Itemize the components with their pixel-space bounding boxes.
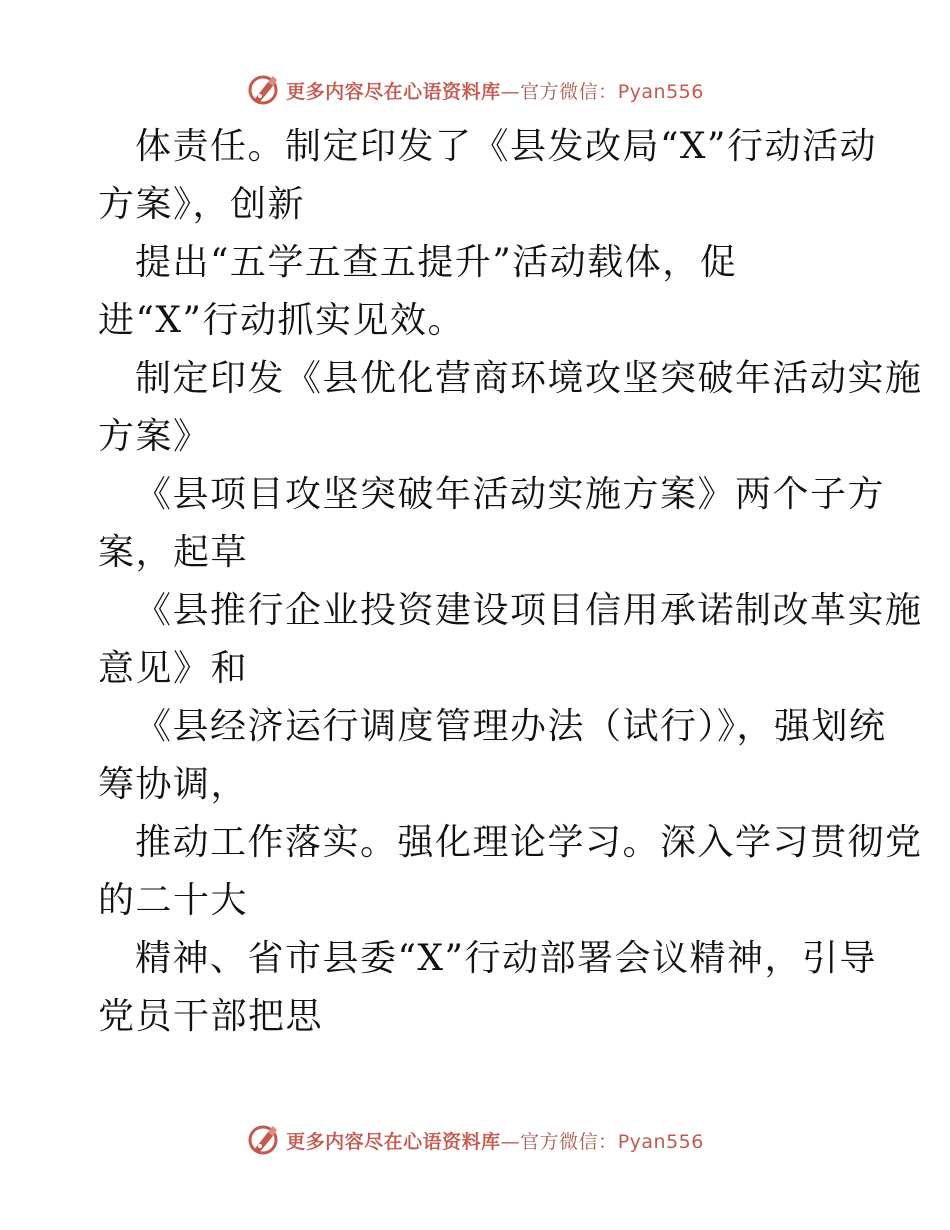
text-line: 的二十大 bbox=[98, 880, 249, 921]
text-line: 体责任。制定印发了《县发改局“X”行动活动 bbox=[135, 126, 877, 167]
text-line: 党员干部把思 bbox=[98, 996, 324, 1037]
watermark-id: Pyan556 bbox=[617, 1130, 704, 1153]
text-line: 筹协调， bbox=[98, 764, 249, 805]
watermark-text bbox=[286, 77, 704, 104]
text-line: 方案》，创新 bbox=[98, 184, 306, 225]
watermark-sub: 官方微信： bbox=[520, 1130, 618, 1153]
text-line: 《县项目攻坚突破年活动实施方案》两个子方 bbox=[135, 474, 886, 515]
text-line: 提出“五学五查五提升”活动载体，促 bbox=[135, 242, 738, 283]
text-line: 制定印发《县优化营商环境攻坚突破年活动实施 bbox=[135, 358, 923, 399]
text-line: 方案》 bbox=[98, 416, 211, 457]
text-line: 《县经济运行调度管理办法（试行）》，强划统 bbox=[135, 706, 887, 747]
text-line: 精神、省市县委“X”行动部署会议精神，引导 bbox=[135, 938, 877, 979]
watermark-dash: — bbox=[500, 80, 521, 103]
text-line: 意见》和 bbox=[98, 648, 249, 689]
watermark-footer bbox=[0, 1120, 950, 1160]
watermark-dash: — bbox=[500, 1130, 521, 1153]
watermark-id: Pyan556 bbox=[617, 80, 704, 103]
text-line: 案，起草 bbox=[98, 532, 249, 573]
pen-logo-icon bbox=[246, 72, 282, 108]
text-line: 推动工作落实。强化理论学习。深入学习贯彻党 bbox=[135, 822, 923, 863]
text-line: 《县推行企业投资建设项目信用承诺制改革实施 bbox=[135, 590, 923, 631]
text-line: 进“X”行动抓实见效。 bbox=[98, 300, 465, 341]
pen-logo-icon bbox=[246, 1122, 282, 1158]
watermark-header bbox=[0, 70, 950, 110]
watermark-brand: 更多内容尽在心语资料库 bbox=[286, 1130, 501, 1153]
watermark-text bbox=[286, 1127, 704, 1154]
watermark-brand: 更多内容尽在心语资料库 bbox=[286, 80, 501, 103]
watermark-sub: 官方微信： bbox=[520, 80, 618, 103]
